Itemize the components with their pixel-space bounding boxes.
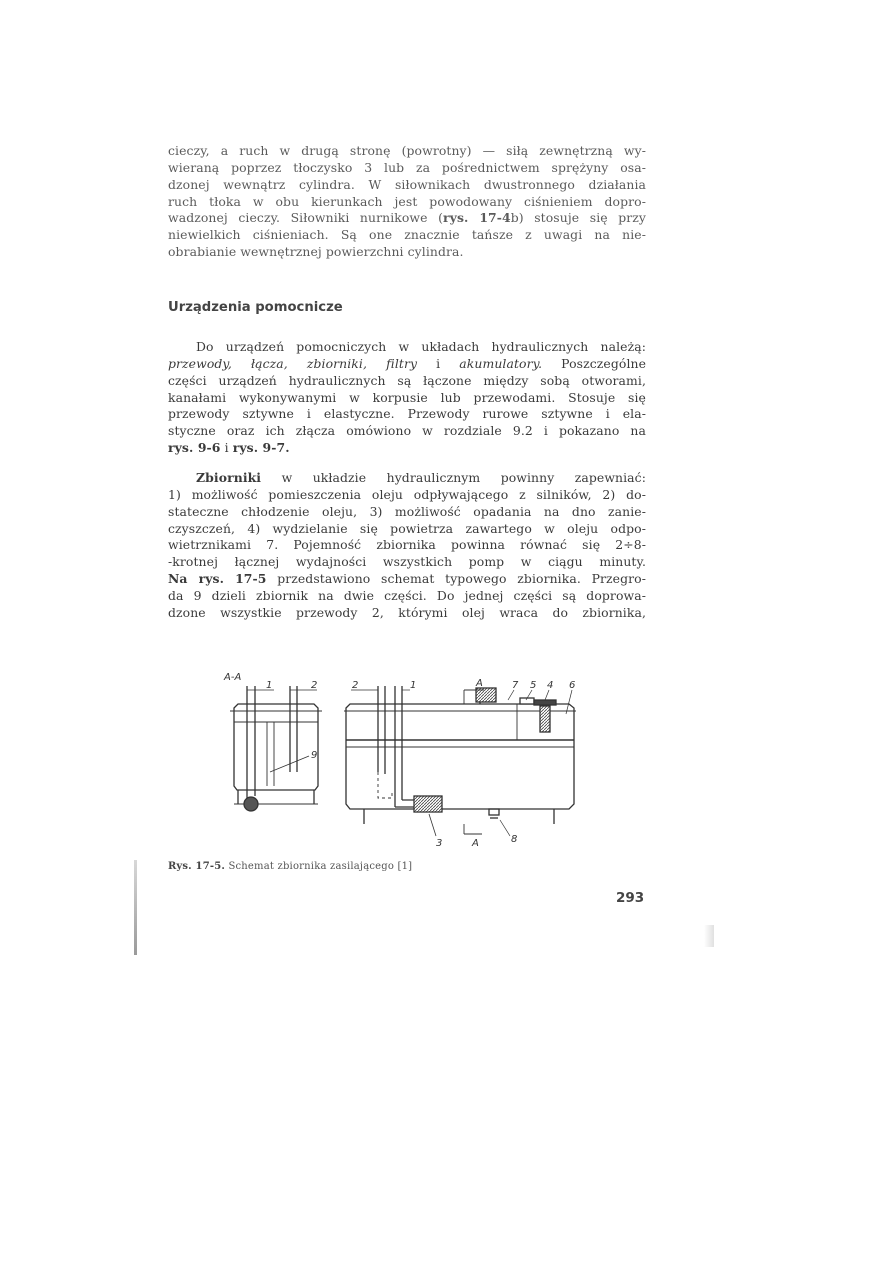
text-line: dzonej wewnątrz cylindra. W siłownikach dwustronnego działania — [168, 176, 646, 192]
svg-text:8: 8 — [511, 834, 518, 845]
text-line: wietrznikami 7. Pojemność zbiornika powinna równać się 2÷8- — [168, 537, 646, 553]
svg-text:2: 2 — [311, 680, 318, 691]
text-line: cieczy, a ruch w drugą stronę (powrotny) — siłą zewnętrzną wy- — [168, 143, 646, 158]
svg-text:7: 7 — [512, 680, 519, 691]
text-line: niewielkich ciśnieniach. Są one znacznie tańsze z uwagi na nie- — [168, 227, 646, 243]
page-edge-shadow-right — [704, 925, 714, 947]
text-line: stateczne chłodzenie oleju, 3) możliwość opadania na dno zanie- — [168, 503, 646, 519]
text-line: obrabianie wewnętrznej powierzchni cylindra. — [168, 244, 464, 260]
figure-reference: Na rys. 17-5 — [168, 571, 267, 587]
figure-caption — [168, 861, 412, 872]
section-heading: Urządzenia pomocnicze — [168, 300, 343, 315]
text-line: 1) możliwość pomieszczenia oleju odpływającego z silników, 2) do- — [168, 486, 646, 502]
text-line: Do urządzeń pomocniczych w układach hydraulicznych należą: — [196, 339, 646, 354]
svg-text:A: A — [476, 678, 483, 689]
text-line: przewody, łącza, zbiorniki, filtry i akumulatory. Poszczególne — [168, 355, 647, 371]
text-line: Zbiorniki w układzie hydraulicznym powinny zapewniać: — [196, 470, 646, 485]
svg-text:3: 3 — [436, 838, 443, 849]
text-line: czyszczeń, 4) wydzielanie się powietrza zawartego w oleju odpo- — [168, 520, 646, 536]
text-line: -krotnej łącznej wydajności wszystkich pomp w ciągu minuty. — [168, 554, 646, 570]
text-line: wadzonej cieczy. Siłowniki nurnikowe (rys. 17-4b) stosuje się przy — [168, 210, 646, 226]
text-line: styczne oraz ich złącza omówiono w rozdziale 9.2 i pokazano na — [168, 423, 646, 439]
svg-text:6: 6 — [569, 680, 576, 691]
level-indicator-4 — [540, 706, 550, 732]
filter-section — [244, 797, 258, 811]
paragraph-tanks — [168, 470, 646, 622]
svg-text:A: A — [472, 838, 479, 849]
paragraph-continuation — [168, 143, 646, 261]
text-line: wieraną poprzez tłoczysko 3 lub za pośrednictwem sprężyny osa- — [168, 159, 646, 175]
text-line: da 9 dzieli zbiornik na dwie części. Do jednej części są doprowa- — [168, 587, 646, 603]
paragraph-auxiliary-devices — [168, 339, 646, 457]
text-line: części urządzeń hydraulicznych są łączone między sobą otworami, — [168, 372, 646, 388]
svg-text:2: 2 — [352, 680, 359, 691]
figure-reference: rys. 9-6 — [168, 440, 221, 456]
figure-reference: rys. 17-4 — [443, 210, 511, 226]
svg-text:4: 4 — [547, 680, 554, 691]
svg-text:1: 1 — [410, 680, 417, 691]
tank-schematic-figure — [214, 664, 594, 854]
text-line: przewody sztywne i elastyczne. Przewody rurowe sztywne i ela- — [168, 406, 646, 422]
svg-text:9: 9 — [311, 750, 318, 761]
svg-text:5: 5 — [530, 680, 537, 691]
page-edge-shadow-left — [134, 860, 137, 955]
text-line: Na rys. 17-5 przedstawiono schemat typowego zbiornika. Przegro- — [168, 571, 646, 587]
section-label: A-A — [224, 672, 242, 683]
figure-caption-ref: Rys. 17-5. — [168, 861, 226, 872]
figure-caption-text: Schemat zbiornika zasilającego [1] — [228, 861, 413, 872]
suction-filter-3 — [414, 796, 442, 812]
svg-text:1: 1 — [266, 680, 273, 691]
page-number: 293 — [616, 890, 645, 906]
text-line: kanałami wykonywanymi w korpusie lub przewodami. Stosuje się — [168, 389, 646, 405]
text-line: ruch tłoka w obu kierunkach jest powodowany ciśnieniem dopro- — [168, 193, 646, 209]
text-line: dzone wszystkie przewody 2, którymi olej wraca do zbiornika, — [168, 604, 646, 620]
figure-reference: rys. 9-7. — [232, 440, 290, 456]
text-line: rys. 9-6 i rys. 9-7. — [168, 440, 290, 456]
